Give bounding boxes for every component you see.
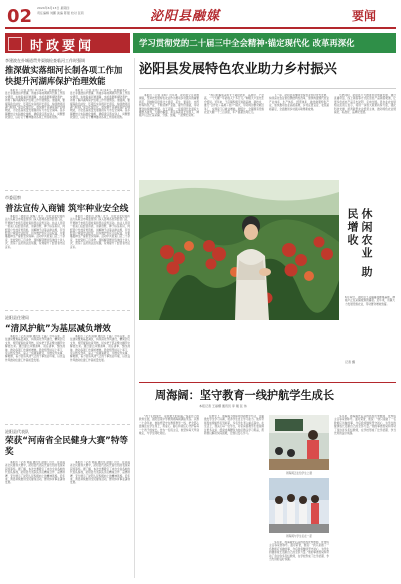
article-body: 本报讯（记者 张伟）6月12日，县委副书记、县长李建波到羊册镇、贾楼乡等地调研河长制工作落实情况，实地查看河道清障、水质监测和堤防养护，详细了解河湖库保护治理工作开展情况。他强调，要提高政治站位，压紧压实各级河长责任，持续推进河湖“清四乱”常态化规范化，加快提升河湖库保护治理效能，为全县高质量发展提供有力水安全保障。各乡镇要结合实际细化措施，确保责任落实到人，问题整改到位，以钉钉子精神推动各项工作落地见效。: [5, 89, 65, 120]
teacher-story-body-1: “孩子们的成长，是我最大的幸福。”说起自己的教育生涯，泌阳县某中学教师周海阔满脸笑容。从教二十余年来，他始终坚守在教育教学一线，把全部心血倾注在学生身上，用爱心、耐心和责任心守护着每一个孩子的成长。作为一名班主任，他坚持每天早到晚走，与学生同吃同住。: [139, 415, 199, 436]
teacher-story-body-3a: 多年来，周海阔先后获得县级优秀教师、优秀班主任等荣誉称号。面对荣誉，他说：“我只是做了一名教师应该做的事，今后我将继续坚守初心，为学生的健康成长贡献自己的全部力量。”他的事迹感染和带动了身边许多年轻教师，在学校形成了比学赶超、争当先进的良好氛围。: [269, 541, 329, 562]
header-rule: [5, 27, 396, 29]
page-number: 02: [7, 6, 33, 27]
article-body: 本报讯（通讯员 李嫣）近日，县农业农村局执法大队联合市场监管部门深入县城各农资经营门店，开展种子市场专项检查和普法宣传活动。执法人员逐一检查门店经营资质、进销台账、种子标签标识，向经营户发放宣传资料，讲解种子法等法律法规，引导经营户诚信守法经营，切实维护农民合法权益，为夏播夏种生产提供坚实保障。活动中共检查门店二十余家，发放资料三百余份，现场解答群众咨询四十余人次，营造了良好的法治氛围，有效提升了经营者守法意识。: [5, 215, 65, 249]
article-clean-wind: [5, 315, 130, 420]
lead-story-body-2: “我们的番茄采用无土栽培技术，品质好、产量高，一个大棚一年能收入十多万元。”种植大户张先生介绍说。近年来，王店镇积极引进新品种、新技术，推行“合作社＋基地＋农户”模式，带动周边群众就近务工，实现家门口就业增收。据统计，全镇现有设施农业大棚一千二百余座，年产值超过两亿元。: [204, 94, 264, 115]
article-title: “清风护航”为基层减负增效: [5, 324, 111, 334]
photo-caption: 6月12日，泌阳县王店镇番茄种植基地，种植户正在采摘成熟的番茄。近年来，该镇大力发展设施农业，带动群众增收致富。: [345, 296, 395, 306]
article-kicker: 市委巡察: [5, 195, 21, 200]
header-editors: 责任编辑 刘鹏 美编 陈强 校对 张莉: [37, 11, 84, 15]
column-title: 时政要闻: [30, 39, 95, 54]
teacher-photo-1-caption: 周海阔正在给学生上课: [286, 472, 312, 475]
teacher-story-body-2: 在教学上，周海阔不断探索创新教学方法，注重激发学生学习兴趣，培养学生自主学习能力。他所带班级成绩始终名列前茅，多名学生考入重点高中。在生活上，他关心每一位学生，对家庭困难学生更是倾注更多关爱，经常自掏腰包为他们购买学习用品，帮助他们解决实际困难，让他们安心学习。: [204, 415, 264, 436]
lead-story-title: 泌阳县发展特色农业助力乡村振兴: [139, 62, 337, 77]
section-name: 要闻: [352, 9, 377, 23]
masthead-logo: 泌阳县融媒: [150, 9, 221, 24]
teacher-story-body-3: 多年来，周海阔先后获得县级优秀教师、优秀班主任等荣誉称号。面对荣誉，他说：“我只是做了一名教师应该做的事，今后我将继续坚守初心，为学生的健康成长贡献自己的全部力量。”他的事迹感染和带动了身边许多年轻教师，在学校形成了比学赶超、争当先进的良好氛围。: [334, 415, 396, 436]
column-banner: [5, 33, 130, 53]
article-body: 本报讯（记者 陈静 通讯员 王磊）今年以来，县住建局聚焦基层减负，持续深化作风建设，精简会议文件，规范督查检查考核，切实把干部从繁文缛节中解放出来。通过建立问题清单、责任清单、整改清单，推动各项工作提质增效。局党组坚持以上率下，带头转变作风，深入一线调查研究，为群众办实事、解难题，着力营造风清气正的干事创业环境，以优良作风推动住建工作高质量发展。: [5, 335, 65, 362]
article-body-cont: 本报讯（记者 刘丽 通讯员 赵强）近日，在河南省全民健身大赛中，泌阳县代表队凭借出色的表现荣获特等奖。据了解，本次比赛吸引了来自全省各地的代表队参加，泌阳县代表队队员们精诚合作、奋勇拼搏，充分展示了泌阳人民积极向上的精神风貌。近年来，我县持续推进全民健身活动，群众体育事业蓬勃发展。: [70, 461, 130, 485]
slogan-text: 学习贯彻党的二十届三中全会精神·锚定现代化 改革再深化: [139, 38, 355, 48]
teacher-photo-2: [269, 478, 329, 533]
article-body: 本报讯（记者 刘丽 通讯员 赵强）近日，在河南省全民健身大赛中，泌阳县代表队凭借出色的表现荣获特等奖。据了解，本次比赛吸引了来自全省各地的代表队参加，泌阳县代表队队员们精诚合作、奋勇拼搏，充分展示了泌阳人民积极向上的精神风貌。近年来，我县持续推进全民健身活动，群众体育事业蓬勃发展。: [5, 461, 65, 485]
teacher-story: [139, 385, 396, 580]
students-group-image: [269, 478, 329, 533]
article-kicker: 李建波在扑城道贯井渠镇检查临河工作时强调: [5, 58, 85, 63]
article-body-cont: 本报讯（记者 张伟）6月12日，县委副书记、县长李建波到羊册镇、贾楼乡等地调研河长制工作落实情况，实地查看河道清障、水质监测和堤防养护，详细了解河湖库保护治理工作开展情况。他强调，要提高政治站位，压紧压实各级河长责任，持续推进河湖“清四乱”常态化规范化，加快提升河湖库保护治理效能，为全县高质量发展提供有力水安全保障。各乡镇要结合实际细化措施，确保责任落实到人，问题整改到位，以钉钉子精神推动各项工作落地见效。: [70, 89, 130, 120]
greenhouse-photo: [139, 180, 339, 320]
slogan-banner: [133, 33, 396, 53]
lead-story-body-1: 本报讯（记者 李明）近年来，泌阳县立足资源禀赋，坚持把发展特色农业作为推动乡村振兴的重要抓手，因地制宜培育壮大香菇、花生、夏南牛、中药材等特色产业，不断延伸产业链、提升价值链，带动群众持续增收致富。在王店镇，一座座现代化温室大棚整齐排列，大棚内番茄、黄瓜等蔬菜长势喜人，种植户们正忙着采摘、分拣、装箱，一派繁忙景象。: [139, 94, 199, 118]
photo-credit: 记者 摄: [345, 360, 355, 364]
article-fitness-award: [5, 429, 130, 579]
article-kicker: 泌阳县住建局: [5, 315, 29, 320]
photo-side-title-text: 休闲农业 助民增收: [346, 208, 373, 279]
classroom-image: [269, 415, 329, 470]
teacher-story-title: 周海阔：坚守教育一线护航学生成长: [155, 388, 335, 402]
lead-story: [139, 58, 396, 378]
photo-side-title: [345, 208, 395, 288]
lead-story-body-4: 与此同时，泌阳县大力推进农村电商发展，通过直播带货、线上销售等方式拓宽农产品销售渠道，让更多优质农产品走出泌阳、走向全国。县农业农村局相关负责人表示，将进一步加大政策扶持力度，强化科技支撑，培育新型农业经营主体，推动特色农业规模化、标准化、品牌化发展。: [334, 94, 396, 115]
article-title: 荣获“河南省全民健身大赛”特等奖: [5, 436, 129, 457]
article-body-cont: 本报讯（通讯员 李嫣）近日，县农业农村局执法大队联合市场监管部门深入县城各农资经营门店，开展种子市场专项检查和普法宣传活动。执法人员逐一检查门店经营资质、进销台账、种子标签标识，向经营户发放宣传资料，讲解种子法等法律法规，引导经营户诚信守法经营，切实维护农民合法权益，为夏播夏种生产提供坚实保障。活动中共检查门店二十余家，发放资料三百余份，现场解答群众咨询四十余人次，营造了良好的法治氛围，有效提升了经营者守法意识。: [70, 215, 130, 249]
page-header: [0, 0, 401, 30]
article-body-cont: 本报讯（记者 陈静 通讯员 王磊）今年以来，县住建局聚焦基层减负，持续深化作风建设，精简会议文件，规范督查检查考核，切实把干部从繁文缛节中解放出来。通过建立问题清单、责任清单、整改清单，推动各项工作提质增效。局党组坚持以上率下，带头转变作风，深入一线调查研究，为群众办实事、解难题，着力营造风清气正的干事创业环境，以优良作风推动住建工作高质量发展。: [70, 335, 130, 362]
greenhouse-tomato-image: [139, 180, 339, 320]
article-kicker: 泌阳县代表队: [5, 429, 29, 434]
teacher-photo-2-caption: 周海阔与学生们在一起: [286, 535, 312, 538]
teacher-photo-1: [269, 415, 329, 470]
teacher-story-byline: 本报记者 王丽娜 通讯员 李 刚 张 伟: [199, 404, 247, 408]
article-title: 推深做实落细河长制各项工作加快提升河湖库保护治理效能: [5, 65, 123, 86]
header-date: 2024年6月13日 星期四: [37, 6, 70, 10]
article-title: 普法宣传入商铺 筑牢种业安全线: [5, 204, 129, 214]
article-river-chief: [5, 58, 130, 186]
article-seed-law: [5, 195, 130, 305]
lead-story-body-3: 下一步，泌阳县将继续坚持农业农村优先发展，持续深化农业供给侧结构性改革，加快构建现代农业产业体系、生产体系、经营体系，做优做强特色产业，加快推动农业高质高效、乡村宜居宜业、农民富裕富足，全面推进乡村振兴取得新成效。: [269, 94, 329, 111]
